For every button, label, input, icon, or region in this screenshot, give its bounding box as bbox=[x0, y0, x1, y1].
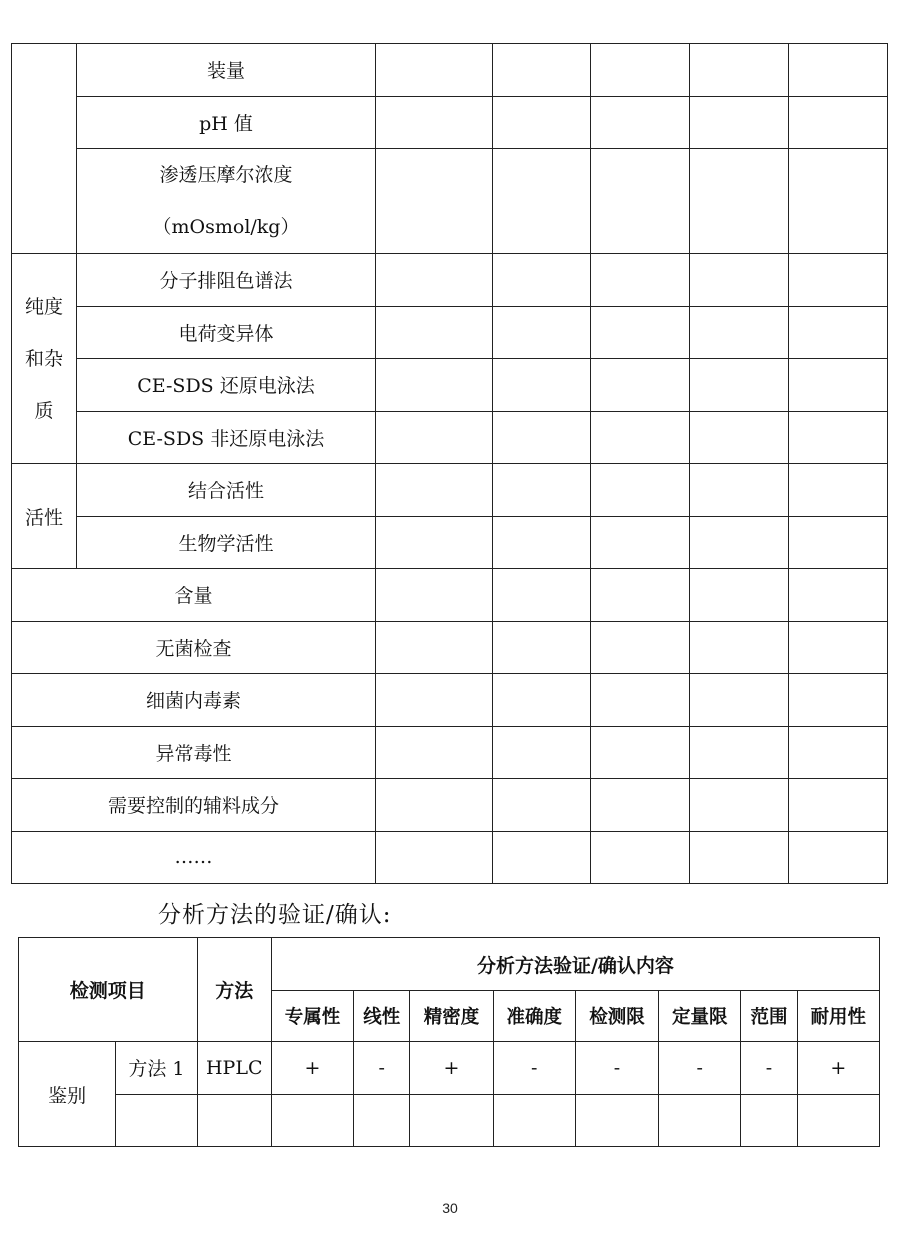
table-row bbox=[12, 306, 888, 359]
item-cell: 分子排阻色谱法 bbox=[77, 254, 376, 307]
section-caption: 分析方法的验证/确认: bbox=[158, 902, 392, 928]
table-row bbox=[12, 516, 888, 569]
column-header: 专属性 bbox=[271, 991, 353, 1042]
table-row bbox=[12, 411, 888, 464]
header-method: 方法 bbox=[197, 938, 271, 1042]
item-cell: 结合活性 bbox=[77, 464, 376, 517]
header-test-item: 检测项目 bbox=[19, 938, 198, 1042]
value-cell: - bbox=[493, 1042, 575, 1095]
category-cell: 纯度 和杂 质 bbox=[12, 254, 77, 464]
column-header: 检测限 bbox=[575, 991, 658, 1042]
item-cell: …… bbox=[12, 831, 376, 884]
item-cell: 细菌内毒素 bbox=[12, 674, 376, 727]
column-header: 定量限 bbox=[659, 991, 741, 1042]
value-cell: - bbox=[741, 1042, 797, 1095]
table-row bbox=[12, 149, 888, 254]
page-number: 30 bbox=[442, 1200, 458, 1216]
item-cell: 生物学活性 bbox=[77, 516, 376, 569]
row-group-label: 鉴别 bbox=[19, 1042, 116, 1147]
validation-table bbox=[18, 937, 880, 1147]
item-cell: 异常毒性 bbox=[12, 726, 376, 779]
header-validation-content: 分析方法验证/确认内容 bbox=[271, 938, 879, 991]
table-row bbox=[12, 831, 888, 884]
value-cell: - bbox=[354, 1042, 410, 1095]
column-header: 线性 bbox=[354, 991, 410, 1042]
table-row bbox=[12, 96, 888, 149]
item-cell: CE-SDS 非还原电泳法 bbox=[77, 411, 376, 464]
test-items-table bbox=[11, 43, 888, 884]
value-cell: - bbox=[659, 1042, 741, 1095]
table-row bbox=[12, 569, 888, 622]
table-row bbox=[19, 1042, 880, 1095]
category-cell bbox=[12, 44, 77, 254]
table-row bbox=[12, 359, 888, 412]
item-cell: CE-SDS 还原电泳法 bbox=[77, 359, 376, 412]
item-cell: 电荷变异体 bbox=[77, 306, 376, 359]
table-row bbox=[12, 674, 888, 727]
sub-label-cell: 方法 1 bbox=[116, 1042, 197, 1095]
table-row bbox=[12, 621, 888, 674]
category-cell: 活性 bbox=[12, 464, 77, 569]
item-cell: 渗透压摩尔浓度 （mOsmol/kg） bbox=[77, 149, 376, 254]
value-cell: - bbox=[575, 1042, 658, 1095]
table-row bbox=[12, 726, 888, 779]
method-cell: HPLC bbox=[197, 1042, 271, 1095]
table-row bbox=[12, 464, 888, 517]
table-row bbox=[12, 779, 888, 832]
value-cell: + bbox=[271, 1042, 353, 1095]
column-header: 范围 bbox=[741, 991, 797, 1042]
table-row bbox=[12, 254, 888, 307]
item-cell: 无菌检查 bbox=[12, 621, 376, 674]
table-row bbox=[12, 44, 888, 97]
column-header: 准确度 bbox=[493, 991, 575, 1042]
item-cell: 含量 bbox=[12, 569, 376, 622]
value-cell: + bbox=[797, 1042, 879, 1095]
value-cell: + bbox=[410, 1042, 493, 1095]
header-row bbox=[19, 938, 880, 991]
item-cell: 装量 bbox=[77, 44, 376, 97]
column-header: 耐用性 bbox=[797, 991, 879, 1042]
table-row bbox=[19, 1094, 880, 1147]
item-cell: 需要控制的辅料成分 bbox=[12, 779, 376, 832]
column-header: 精密度 bbox=[410, 991, 493, 1042]
item-cell: pH 值 bbox=[77, 96, 376, 149]
